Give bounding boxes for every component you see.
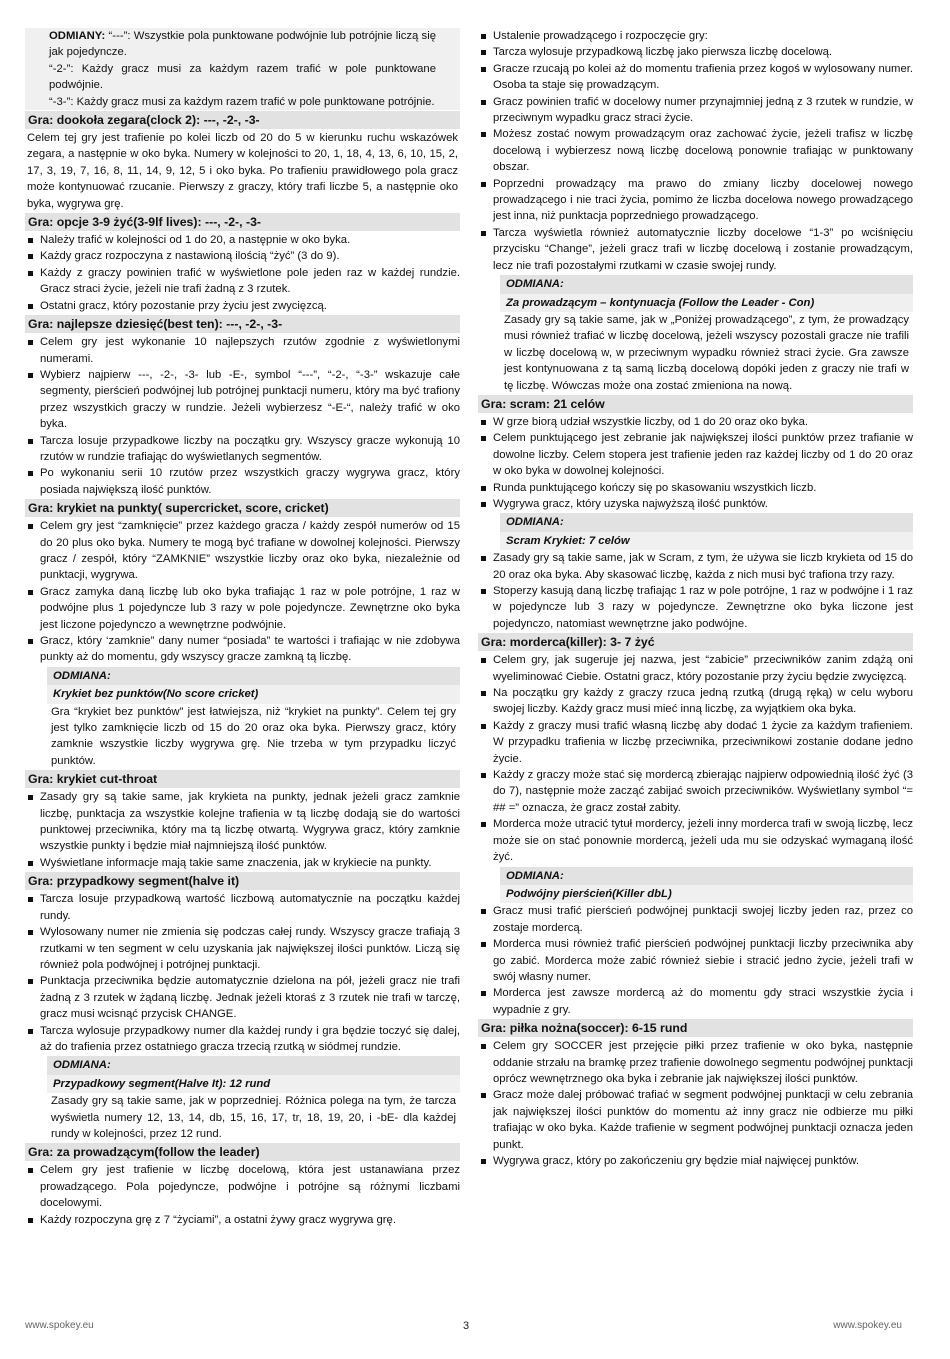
variant-text: Zasady gry są takie same, jak w poprzedniej. Różnica polega na tym, że tarcza wyświetla numery 12, 13, 14, db, 15, 16, 17, tr, 18, 19, 20, i -bE- dla każdej rundy w kolejności, przez 12 rund. (51, 1095, 456, 1140)
intro-line: ODMIANY: “---”: Wszystkie pola punktowane podwójnie lub potrójnie liczą się jak pojedyncze. (49, 30, 436, 59)
bullet-list (25, 1162, 460, 1228)
list-item: Każdy z graczy musi trafić własną liczbę aby dodać 1 życie za każdym trafieniem. W przypadku trafienia w liczbę przeciwnika, przeciwnikowi zostanie dodane jedno życie. (478, 718, 913, 767)
list-item: Celem gry, jak sugeruje jej nazwa, jest “zabicie” przeciwników zanim zdążą oni wyeliminować Ciebie. Ostatni gracz, który pozostanie przy życiu będzie zwycięzcą. (478, 652, 913, 685)
list-item: Możesz zostać nowym prowadzącym oraz zachować życie, jeżeli trafisz w liczbę docelową i wybierzesz nową liczbę docelową ponownie trafiając w punktowany obszar. (478, 126, 913, 175)
footer-url-left: www.spokey.eu (25, 1320, 94, 1331)
list-item: Celem gry jest “zamknięcie” przez każdego gracza / każdy zespół numerów od 15 do 20 plus oko byka. Numery te mogą być trafiane w dowolnej kolejności. Pierwszy gracz / zespół, który “ZAMKNIE” wszystkie liczby oraz oko byka, niezależnie od punktacji, wygrywa. (25, 518, 460, 584)
list-item: Gracz musi trafić pierścień podwójnej punktacji swojej liczby jeden raz, przez co zostaje mordercą. (478, 903, 913, 936)
variant-label: ODMIANA: (47, 667, 460, 685)
list-item: Każdy rozpoczyna grę z 7 “życiami”, a ostatni żywy gracz wygrywa grę. (25, 1212, 460, 1228)
bullet-list (25, 789, 460, 871)
variant-label: ODMIANA: (500, 275, 913, 293)
list-item: Należy trafić w kolejności od 1 do 20, a następnie w oko byka. (25, 232, 460, 248)
footer-url-right: www.spokey.eu (833, 1320, 902, 1331)
section-heading: Gra: scram: 21 celów (478, 395, 913, 413)
variant-title: Scram Krykiet: 7 celów (500, 532, 913, 550)
list-item: Tarcza wylosuje przypadkowy numer dla każdej rundy i gra będzie toczyć się dalej, aż do trafienia przez ostatniego gracza trzecią rzutką w siódmej rundzie. (25, 1023, 460, 1056)
list-item: Runda punktującego kończy się po skasowaniu wszystkich liczb. (478, 480, 913, 496)
list-item: Celem gry jest trafienie w liczbę docelową, która jest ustanawiana przez prowadzącego. Pola pojedyncze, podwójne i potrójne są różnymi liczbami docelowymi. (25, 1162, 460, 1211)
list-item: Celem punktującego jest zebranie jak największej ilości punktów przez trafianie w dowolne liczby. Celem stopera jest trafienie jeden raz każdej liczby od 1 do 20 oraz w oko byka w dowolnej kolejności. (478, 430, 913, 479)
list-item: Gracz, który ‘zamknie” dany numer “posiada” te wartości i trafiając w nie zdobywa punkty aż do momentu, gdy wszyscy gracze zamkną tą liczbę. (25, 633, 460, 666)
list-item: Morderca jest zawsze mordercą aż do momentu gdy straci wszystkie życia i wypadnie z gry. (478, 985, 913, 1018)
list-item: Celem gry jest wykonanie 10 najlepszych rzutów zgodnie z wyświetlonymi numerami. (25, 334, 460, 367)
left-column (25, 28, 460, 1228)
list-item: Gracz może dalej próbować trafiać w segment podwójnej punktacji w celu zebrania jak największej ilości punktów do momentu aż inny gracz nie odbierze mu piłki trafiając w oko byka. Każde trafienie w segment podwójnej punktacji oznacza jeden punkt. (478, 1087, 913, 1153)
variant-title: Krykiet bez punktów(No score cricket) (47, 685, 460, 703)
section-heading: Gra: najlepsze dziesięć(best ten): ---, -2-, -3- (25, 315, 460, 333)
intro-line: “-2-”: Każdy gracz musi za każdym razem trafić w pole punktowane podwójnie. (49, 62, 436, 92)
variant-label: ODMIANA: (47, 1056, 460, 1074)
list-item: Każdy z graczy może stać się mordercą zbierając najpierw odpowiednią ilość żyć (3 do 7), następnie może zacząć zabijać swoich przeciwników. Wyświetlany symbol “= ## =” oznacza, że gracz został zabity. (478, 767, 913, 816)
list-item: Gracz powinien trafić w docelowy numer przynajmniej jedną z 3 rzutek w rundzie, w przeciwnym wypadku gracz straci życie. (478, 94, 913, 127)
list-item: Celem gry SOCCER jest przejęcie piłki przez trafienie w oko byka, następnie oddanie strzału na bramkę przez trafienie dowolnego segmentu podwójnej punktacji oprócz wewnętrznego oka byka i zebranie jak największej ilości punktów. (478, 1038, 913, 1087)
list-item: Po wykonaniu serii 10 rzutów przez wszystkich graczy wygrywa gracz, który posiada największą ilość punktów. (25, 465, 460, 498)
variant-title: Podwójny pierścień(Killer dbL) (500, 885, 913, 903)
list-item: Wylosowany numer nie zmienia się podczas całej rundy. Wszyscy gracze trafiają 3 rzutkami w ten segment w celu uzyskania jak największej ilości punktów. Liczą się również pola podwójnej i potrójnej punktacji. (25, 924, 460, 973)
list-item: Gracz zamyka daną liczbę lub oko byka trafiając 1 raz w pole potrójne, 1 raz w podwójne plus 1 pojedyncze lub 3 razy w pole pojedyncze. Zewnętrzne oko byka jest liczone pojedynczo a wewnętrzne podwójnie. (25, 584, 460, 633)
section-heading: Gra: krykiet cut-throat (25, 770, 460, 788)
page-number: 3 (463, 1320, 470, 1332)
list-item: Tarcza losuje przypadkowe liczby na początku gry. Wszyscy gracze wykonują 10 rzutów w rundzie trafiając do wyświetlanych segmentów. (25, 433, 460, 466)
list-item: Tarcza wylosuje przypadkową liczbę jako pierwsza liczbę docelową. (478, 44, 913, 60)
variant-bullet-list (478, 550, 913, 632)
list-item: Tarcza wyświetla również automatycznie liczby docelowe “1-3” po wciśnięciu przycisku “Change”, jeżeli gracz trafi w liczbę docelową i zostanie prowadzącym, lecz nie trafi pozostałymi rzutkami w czasie swojej rundy. (478, 225, 913, 274)
list-item: Każdy z graczy powinien trafić w wyświetlone pole jeden raz w każdej rundzie. Gracz straci życie, jeżeli nie trafi żadną z 3 rzutek. (25, 265, 460, 298)
section-heading: Gra: dookoła zegara(clock 2): ---, -2-, -3- (25, 111, 460, 129)
list-item: Punktacja przeciwnika będzie automatycznie dzielona na pół, jeżeli gracz nie trafi żadną z 3 rzutek w żądaną liczbę. Jednak jeżeli ktoraś z 3 rzutek nie trafi w tarczę, gracz musi wcisnąć przycisk CHANGE. (25, 973, 460, 1022)
list-item: Stoperzy kasują daną liczbę trafiając 1 raz w pole potrójne, 1 raz w podwójne i 1 raz w pojedyncze lub 3 razy w pojedyncze. Zewnętrzne oko byka liczone jest pojedynczo, natomiast wewnętrzne jako podwójne. (478, 583, 913, 632)
section-paragraph: Celem tej gry jest trafienie po kolei liczb od 20 do 5 w kierunku ruchu wskazówek zegara, a następnie w oko byka. Numery w kolejności to 20, 1, 18, 4, 13, 6, 10, 15, 2, 17, 3, 19, 7, 16, 8, 11, 14, 9, 12, 5 i oko byka. Po trafieniu prawidłowego pola gracz może kontynuować rzucanie. Pierwszy z graczy, który trafi liczbe 5, a następnie oko byka, wygrywa grę. (27, 132, 458, 210)
section-heading: Gra: przypadkowy segment(halve it) (25, 872, 460, 890)
list-item: Ustalenie prowadzącego i rozpoczęcie gry: (478, 28, 913, 44)
bullet-list (478, 28, 913, 274)
list-item: Poprzedni prowadzący ma prawo do zmiany liczby docelowej nowego prowadzącego i nie traci życia, pomimo że liczba docelowa nowego prowadzącego jest inna, niż punktacja poprzedniego prowadzącego. (478, 176, 913, 225)
list-item: Na początku gry każdy z graczy rzuca jedną rzutką (drugą ręką) w celu wyboru swojej liczby. Każdy gracz musi mieć inną liczbę, za wyjątkiem oka byka. (478, 685, 913, 718)
variant-label: ODMIANA: (500, 513, 913, 531)
list-item: Ostatni gracz, który pozostanie przy życiu jest zwycięzcą. (25, 298, 460, 314)
variant-text: Zasady gry są takie same, jak w „Poniżej prowadzącego”, z tym, że prowadzący musi również trafiać w liczbę docelową, jeżeli wszyscy pozostali gracze nie trafili w liczbę docelową w, w przeciwnym wypadku również straci życie. Gra zawsze jest kontynuowana z tą samą liczbą docelową dopóki jeden z graczy nie trafi w tę liczbę. Wówczas może ona zostać zmieniona na nową. (504, 313, 909, 392)
section-heading: Gra: piłka nożna(soccer): 6-15 rund (478, 1019, 913, 1037)
list-item: Wyświetlane informacje mają takie same znaczenia, jak w krykiecie na punkty. (25, 855, 460, 871)
bullet-list (25, 334, 460, 498)
variants-intro (25, 28, 460, 110)
section-heading: Gra: morderca(killer): 3- 7 żyć (478, 633, 913, 651)
list-item: W grze biorą udział wszystkie liczby, od 1 do 20 oraz oko byka. (478, 414, 913, 430)
list-item: Gracze rzucają po kolei aż do momentu trafienia przez kogoś w wylosowany numer. Osoba ta staje się prowadzącym. (478, 61, 913, 94)
variant-bullet-list (478, 903, 913, 1018)
list-item: Morderca może utracić tytuł mordercy, jeżeli inny morderca trafi w swoją liczbę, lecz może sie on stać ponownie mordercą, jeżeli uda mu sie odzyskać wymaganą ilość żyć. (478, 816, 913, 865)
variant-text: Gra “krykiet bez punktów” jest łatwiejsza, niż “krykiet na punkty”. Celem tej gry jest tylko zamknięcie liczb od 15 do 20 oraz oka byka. Pierwszy gracz, który zamknie wszystkie liczby wygrywa grę. Nie trzeba w tym przypadku liczyć punktów. (51, 705, 456, 767)
intro-line: “-3-”: Każdy gracz musi za każdym razem trafić w pole punktowane potrójnie. (49, 95, 435, 108)
variant-label: ODMIANA: (500, 867, 913, 885)
section-heading: Gra: za prowadzącym(follow the leader) (25, 1143, 460, 1161)
bullet-list (478, 652, 913, 865)
list-item: Zasady gry są takie same, jak w Scram, z tym, że używa sie liczb krykieta od 15 do 20 oraz oka byka. Aby skasować liczbę, każda z nich musi być trafiona trzy razy. (478, 550, 913, 583)
list-item: Zasady gry są takie same, jak krykieta na punkty, jednak jeżeli gracz zamknie liczbę, punktacja za wszystkie kolejne trafienia w tą liczbę dodają sie do wartości punktowej przeciwnika, który ma tą liczbę otwartą. Wygrywa gracz, który zamknie wszystkie punkty i będzie miał najmniejszą ilość punktów. (25, 789, 460, 855)
list-item: Wygrywa gracz, który po zakończeniu gry będzie miał najwięcej punktów. (478, 1153, 913, 1169)
bullet-list (25, 891, 460, 1055)
list-item: Morderca musi również trafić pierścień podwójnej punktacji liczby przeciwnika aby go zabić. Morderca może zabić również siebie i stracić jedno życie, jeżeli trafi w swój własny numer. (478, 936, 913, 985)
bullet-list (478, 1038, 913, 1169)
variant-title: Za prowadzącym – kontynuacja (Follow the Leader - Con) (500, 294, 913, 312)
bullet-list (25, 232, 460, 314)
list-item: Wybierz najpierw ---, -2-, -3- lub -E-, symbol “---”, “-2-, “-3-” wskazuje całe segmenty, pierścień podwójnej lub potrójnej punktacji numeru, który ma być trafiony przez wszystkich graczy w rundzie. Jeżeli wybierzesz “-E-“, należy trafić w oko byka. (25, 367, 460, 433)
list-item: Tarcza losuje przypadkową wartość liczbową automatycznie na początku każdej rundy. (25, 891, 460, 924)
section-heading: Gra: opcje 3-9 żyć(3-9lf lives): ---, -2-, -3- (25, 213, 460, 231)
section-heading: Gra: krykiet na punkty( supercricket, score, cricket) (25, 499, 460, 517)
bullet-list (25, 518, 460, 666)
list-item: Każdy gracz rozpoczyna z nastawioną ilością “żyć” (3 do 9). (25, 248, 460, 264)
right-column (478, 28, 913, 1169)
bullet-list (478, 414, 913, 512)
variant-title: Przypadkowy segment(Halve It): 12 rund (47, 1075, 460, 1093)
list-item: Wygrywa gracz, który uzyska najwyższą ilość punktów. (478, 496, 913, 512)
